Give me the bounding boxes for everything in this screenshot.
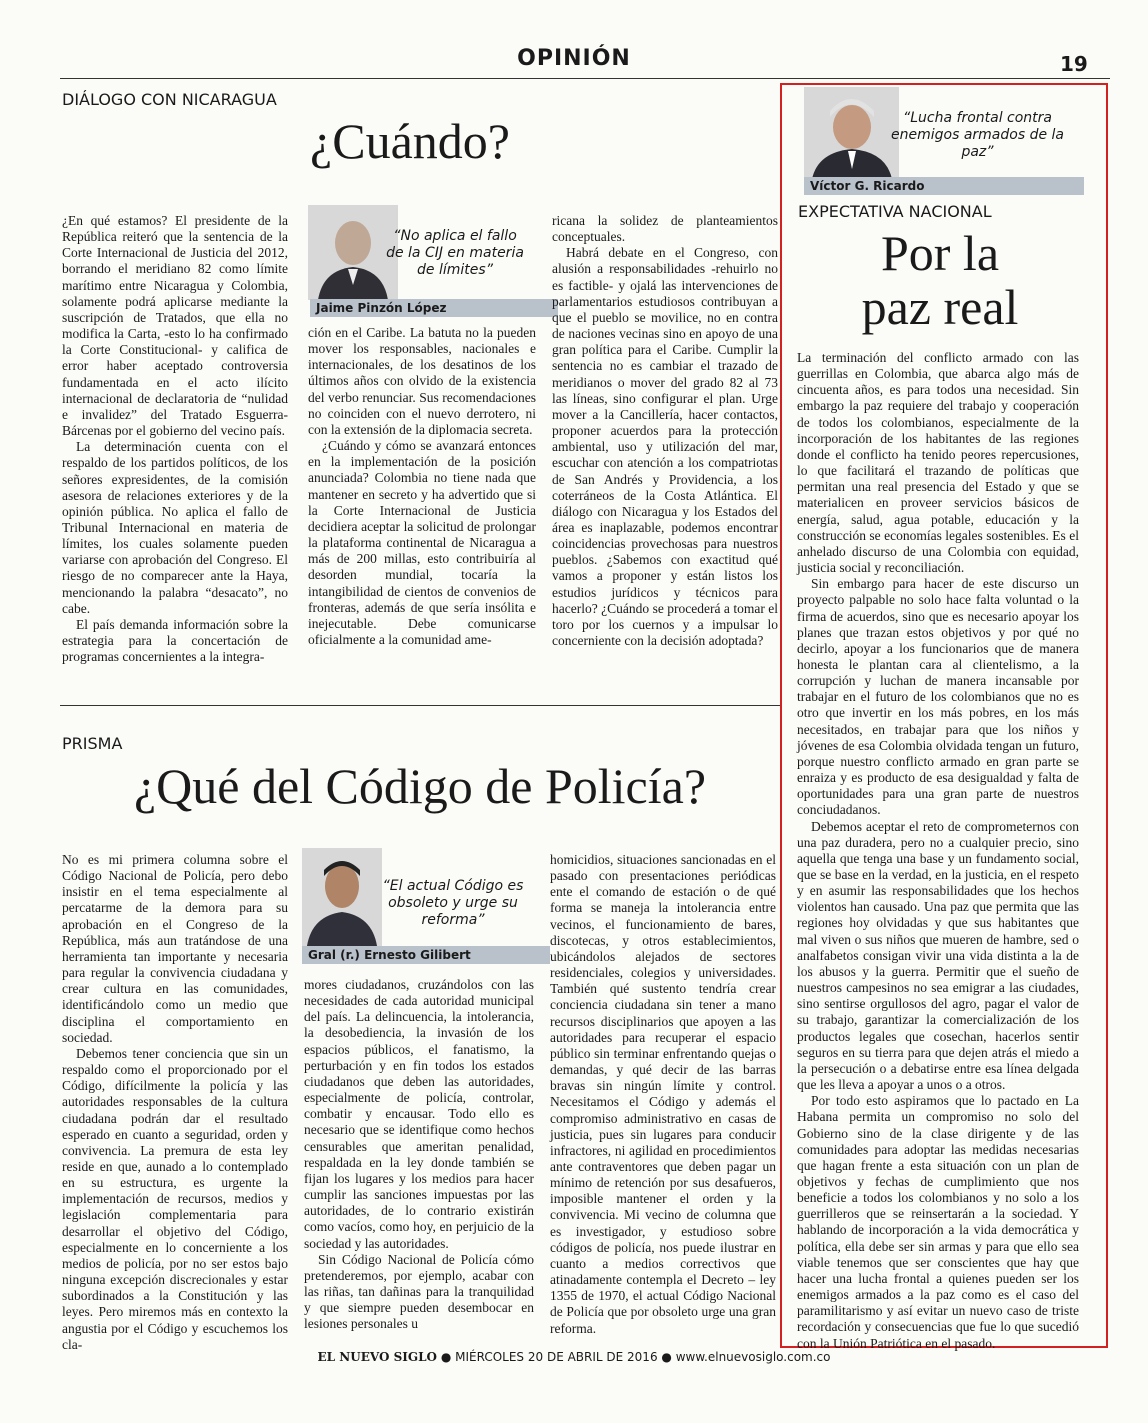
article1-headline: ¿Cuándo? [310, 113, 510, 169]
avatar-icon [302, 848, 382, 946]
article1-kicker: DIÁLOGO CON NICARAGUA [62, 90, 277, 109]
paragraph: ricana la solidez de planteamientos conceptuales. [552, 213, 778, 245]
paragraph: mores ciudadanos, cruzándolos con las necesidades de cada autoridad municipal del país. La delincuencia, la intolerancia, la desobediencia, la invasión de los espacios públicos, el fanatismo, la perturbación y en fin todos los estados ciudadanos que deben las autoridades, especialmente de policía, controlar, combatir y encausar. Todo ello es necesario que se identifique como hechos censurables que ameritan penalidad, respaldada en la ley donde también se fijan los lugares y los medios para hacer cumplir las sanciones impuestas por las autoridades, de lo contrario existirán como vacíos, como hoy, en perjuicio de la sociedad y las autoridades. [304, 977, 534, 1251]
author-photo-ricardo [804, 87, 899, 179]
article3-pull-quote: “Lucha frontal contra enemigos armados de la paz” [891, 110, 1064, 160]
paragraph: ¿Cuándo y cómo se avanzará entonces en la implementación de la posición anunciada? Colombia no tiene nada que mantener en secreto y ha advertido que si la Corte Internacional de Justicia decidiera aceptar la solicitud de prolongar la plataforma continental de Nicaragua a más de 200 millas, esto contribuiría al desorden mundial, tocaría la intangibilidad de cientos de convenios de fronteras, además de que sería insólita e inejecutable. Debe comunicarse oficialmente a la comunidad ame- [308, 438, 536, 647]
article3-headline-line1: Por la [880, 225, 1000, 281]
paragraph: Sin Código Nacional de Policía cómo pretenderemos, por ejemplo, acabar con las riñas, tan dañinas para la tranquilidad y que siempre pueden desembocar en lesiones personales u [304, 1251, 534, 1332]
paragraph: homicidios, situaciones sancionadas en el pasado con presentaciones periódicas ente el comando de estación o de qué forma se maneja la intolerancia entre vecinos, el funcionamiento de bares, discotecas, y otros establecimientos, ubicándolos alejados de sectores residenciales, colegios y universidades. También qué sustento tendría crear conciencia ciudadana sin tener a mano recursos disciplinarios que apoyen a las autoridades para recuperar el espacio público sin terminar enfrentando quejas o demandas, y qué decir de las barras bravas sin ningún límite y control. Necesitamos el Código y además el compromiso administrativo en casas de justicia, pues sin lugares para conducir infractores, ni agilidad en procedimientos ante contraventores que deben pagar un mínimo de retención por sus desafueros, imposible mantener el orden y la convivencia. Mi vecino de columna que es investigador, y estudioso sobre códigos de policía, nos puede ilustrar en cuanto a medios correctivos que atinadamente contempla el Decreto – ley 1355 de 1970, el actual Código Nacional de Policía que por obsoleto urge una gran reforma. [550, 852, 776, 1336]
author-name-gilibert: Gral (r.) Ernesto Gilibert [302, 946, 550, 964]
bullet-icon: ● [661, 1350, 676, 1364]
article1-column-3 [552, 213, 778, 649]
article-divider [60, 705, 780, 706]
section-title: OPINIÓN [517, 46, 631, 71]
page-number: 19 [1060, 52, 1088, 76]
article2-pull-quote: “El actual Código es obsoleto y urge su reforma” [382, 878, 524, 928]
newspaper-logo: EL NUEVO SIGLO [317, 1350, 437, 1364]
author-name-pinzon: Jaime Pinzón López [310, 299, 558, 317]
paragraph: Debemos tener conciencia que sin un respaldo como el proporcionado por el Código, difícilmente la policía y las autoridades responsables de la cultura ciudadana podrán dar el resultado esperado en cuanto a seguridad, orden y convivencia. La premura de esta ley reside en que, aunado a lo contemplado en su estructura, es urgente la implementación de recursos, medios y legislación complementaria para desarrollar el objetivo del Código, especialmente en lo concerniente a los medios de policía, por no ser estos bajo ninguna excepción discrecionales y estar subordinados a la Constitución y las leyes. Pero miremos más en contexto la angustia por el Código y escuchemos los cla- [62, 1045, 288, 1352]
paragraph: Por todo esto aspiramos que lo pactado en La Habana permita un compromiso no solo del Gobierno sino de la clase dirigente y de las comunidades para adoptar las medidas necesarias que hagan frente a esta situación con un plan de objetivos y fechas de cumplimiento que nos beneficie a todos los colombianos y no solo a los guerrilleros que se reinsertarán a la sociedad. Y hablando de incorporación a la vida democrática y política, ella debe ser sin armas y para que ello sea viable tenemos que ser conscientes que hay que hacer una lucha frontal a quienes pueden ser los enemigos armados a la paz como es el caso del paramilitarismo y así evitar un nuevo caso de triste recordación y consecuencias que fue lo que sucedió con la Unión Patriótica en el pasado. [797, 1093, 1079, 1351]
paragraph: ción en el Caribe. La batuta no la pueden mover los responsables, nacionales e internacionales, de los desatinos de los últimos años con olvido de la existencia del verbo renunciar. Sus recomendaciones no coinciden con el nuevo derrotero, ni con la extensión de la diplomacia secreta. [308, 325, 536, 437]
bullet-icon: ● [440, 1350, 456, 1364]
page-footer [0, 1350, 1148, 1364]
article1-column-2 [308, 325, 536, 648]
paragraph: Sin embargo para hacer de este discurso un proyecto palpable no solo hace falta voluntad o la firma de acuerdos, sino que es necesario apoyar los planes que trazan estos objetivos y por qué no decirlo, apoyar a los funcionarios que de manera honesta le plantan cara al clientelismo, a la corrupción y luchan de manera incansable por trabajar en el futuro de los colombianos que no es otro que invertir en los más pobres, en los más necesitados, en trabajar para que los niños y jóvenes de esa Colombia olvidada tengan un futuro, porque nuestro conflicto armado en gran parte se enraiza y es producto de esa desigualdad y falta de oportunidades para una gran parte de nuestros conciudadanos. [797, 576, 1079, 818]
article2-column-1 [62, 852, 288, 1353]
header-rule [60, 78, 1110, 79]
footer-date: MIÉRCOLES 20 DE ABRIL DE 2016 [455, 1350, 658, 1364]
avatar-icon [804, 87, 899, 179]
article3-body [797, 350, 1079, 1352]
paragraph: La terminación del conflicto armado con las guerrillas en Colombia, que abarca algo más de cincuenta años, es para todos una necesidad. Sin embargo la paz requiere del trabajo y cooperación de todos los colombianos, especialmente de la incorporación de los habitantes de las regiones donde el conflicto ha tenido peores repercusiones, lo que facilitará el trazando de políticas que permitan una real presencia del Estado y que se materialicen en proveer servicios básicos de energía, salud, agua potable, educación y la construcción se economías legales sostenibles. Es el anhelado discurso de una Colombia con equidad, justicia social y reconciliación. [797, 350, 1079, 576]
article2-headline: ¿Qué del Código de Policía? [133, 758, 707, 814]
paragraph: La determinación cuenta con el respaldo de los partidos políticos, de los señores expresidentes, de la comisión asesora de relaciones exteriores y de la opinión pública. No aplica el fallo de Tribunal Internacional en materia de límites, los cuales solamente pueden variarse con aprobación del Congreso. El riesgo de no comparecer ante la Haya, mencionando la palabra “desacato”, no cabe. [62, 439, 288, 616]
footer-url[interactable]: www.elnuevosiglo.com.co [675, 1350, 831, 1364]
paragraph: Debemos aceptar el reto de comprometernos con una paz duradera, pero no a cualquier precio, sino aquella que tenga una base y un fundamento social, que se base en la verdad, en la justicia, en el respeto y en asumir las responsabilidades que los hechos violentos han causado. Una paz que permita que las regiones hoy olvidadas y que sus habitantes que mal viven o sus niños que mueren de hambre, sed o analfabetos consigan vivir una vida distinta a la de los abusos y la guerra. Permitir que el sueño de nuestros campesinos no sea emigrar a las ciudades, sino sentirse orgullosos del agro, pagar el valor de su trabajo, garantizar la comercialización de los productos legales que cosechan, hacerlos sentir seguros en su tierra para que dejen atrás el miedo a la persecución o a debatirse entre esa línea delgada que les lleva a apoyar a unos o a otros. [797, 818, 1079, 1093]
article2-column-2 [304, 977, 534, 1332]
author-photo-gilibert [302, 848, 382, 946]
article1-pull-quote: “No aplica el fallo de la CIJ en materia de límites” [386, 228, 524, 278]
author-name-ricardo: Víctor G. Ricardo [804, 177, 1084, 195]
article3-headline-line2: paz real [861, 279, 1019, 335]
article3-kicker: EXPECTATIVA NACIONAL [798, 202, 992, 221]
paragraph: No es mi primera columna sobre el Código Nacional de Policía, pero debo insistir en el tema especialmente al percatarme de la demora para su aprobación en el Congreso de la República, más aun tratándose de una herramienta tan importante y necesaria para regular la convivencia ciudadana y crear cultura en las comunidades, identificándolo como un medio que disciplina el comportamiento en sociedad. [62, 852, 288, 1045]
paragraph: El país demanda información sobre la estrategia para la concertación de programas concernientes a la integra- [62, 616, 288, 665]
article1-column-1 [62, 213, 288, 665]
paragraph: ¿En qué estamos? El presidente de la República reiteró que la sentencia de la Corte Internacional de Justicia del 2012, borrando el meridiano 82 como límite marítimo entre Nicaragua y Colombia, solamente podrá aplicarse mediante la suscripción de Tratados, que ella no modifica la Carta, -esto lo ha confirmado la Corte Constitucional- y califica de error haber aceptado controversia fundamentada en el acto ilícito internacional de declaratoria de “nulidad e invalidez” del Tratado Esguerra-Bárcenas por el gobierno del vecino país. [62, 213, 288, 439]
article2-kicker: PRISMA [62, 734, 123, 753]
paragraph: Habrá debate en el Congreso, con alusión a responsabilidades -rehuirlo no es factible- y ojalá las intervenciones de parlamentarios estudiosos contribuyan a que el pueblo se movilice, no en contra de naciones vecinas sino en apoyo de una gran política para el Caribe. Cumplir la sentencia no es cambiar el trazado de meridianos o mover del grado 82 al 73 las líneas, sino configurar el plan. Urge mover a la Cancillería, hacer contactos, proponer acuerdos para la protección ambiental, uso y utilización del mar, escuchar con atención a los compatriotas de San Andrés y Providencia, a los coterráneos de la Costa Atlántica. El diálogo con Nicaragua y los Estados del área es inaplazable, podemos encontrar coincidencias provechosas para nuestros pueblos. ¿Sabemos con exactitud qué vamos a proponer y están listos los estudios jurídicos y técnicos para hacerlo? ¿Cuándo se procederá a tomar el toro por los cuernos y a impulsar lo concerniente con la decisión adoptada? [552, 245, 778, 649]
article2-column-3 [550, 852, 776, 1337]
